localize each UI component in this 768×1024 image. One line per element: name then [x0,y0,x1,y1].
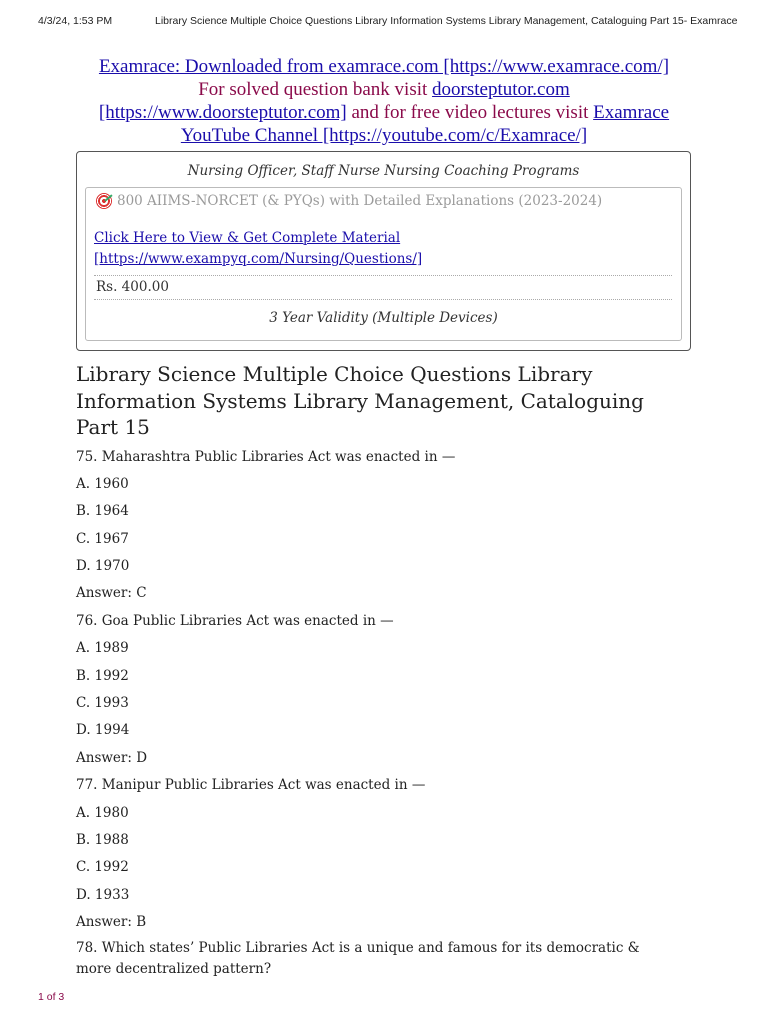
answer: Answer: B [76,914,147,930]
option-d: D. 1970 [76,558,130,574]
product-row [96,193,602,209]
validity-text: 3 Year Validity (Multiple Devices) [269,310,498,326]
doorsteptutor-link[interactable]: doorsteptutor.com [432,79,570,100]
option-d: D. 1933 [76,887,130,903]
price: Rs. 400.00 [96,279,169,295]
print-datetime: 4/3/24, 1:53 PM [38,15,113,27]
option-c: C. 1993 [76,695,129,711]
option-c: C. 1992 [76,859,129,875]
print-page-title: Library Science Multiple Choice Questions Library Information Systems Library Management, Cataloguing Part 15- Examrace [155,15,738,27]
divider [94,299,672,300]
target-icon [96,193,112,209]
option-b: B. 1992 [76,668,129,684]
promo-box [76,151,691,351]
option-b: B. 1988 [76,832,129,848]
divider [94,275,672,276]
option-b: B. 1964 [76,503,129,519]
option-c: C. 1967 [76,531,129,547]
option-a: A. 1989 [76,640,129,656]
complete-material-link-url: [https://www.exampyq.com/Nursing/Questions/] [94,251,423,267]
page-number: 1 of 3 [38,991,65,1003]
banner-text-video: and for free video lectures visit [346,102,594,123]
doorsteptutor-url-link[interactable]: [https://www.doorsteptutor.com] [98,102,347,123]
complete-material-link-text: Click Here to View & Get Complete Material [94,230,401,246]
answer: Answer: C [76,585,147,601]
examrace-banner [76,55,692,147]
question-76: 76. Goa Public Libraries Act was enacted in — [76,613,394,629]
banner-text-solved: For solved question bank visit [198,79,433,100]
youtube-channel-link[interactable]: YouTube Channel [https://youtube.com/c/Examrace/] [180,125,588,146]
promo-card [85,187,682,341]
question-75: 75. Maharashtra Public Libraries Act was enacted in — [76,449,456,465]
complete-material-link[interactable] [94,228,422,270]
examrace-download-link[interactable]: Examrace: Downloaded from examrace.com [https://www.examrace.com/] [98,56,670,77]
question-77: 77. Manipur Public Libraries Act was enacted in — [76,777,426,793]
option-d: D. 1994 [76,722,130,738]
option-a: A. 1960 [76,476,129,492]
answer: Answer: D [76,750,148,766]
option-a: A. 1980 [76,805,129,821]
product-name: 800 AIIMS-NORCET (& PYQs) with Detailed Explanations (2023-2024) [117,193,603,209]
question-78: 78. Which states’ Public Libraries Act is a unique and famous for its democratic & more decentralized pattern? [76,940,640,977]
examrace-channel-link[interactable]: Examrace [593,102,670,123]
page-title: Library Science Multiple Choice Questions Library Information Systems Library Management, Cataloguing Part 15 [76,362,644,439]
promo-title: Nursing Officer, Staff Nurse Nursing Coaching Programs [187,163,580,179]
